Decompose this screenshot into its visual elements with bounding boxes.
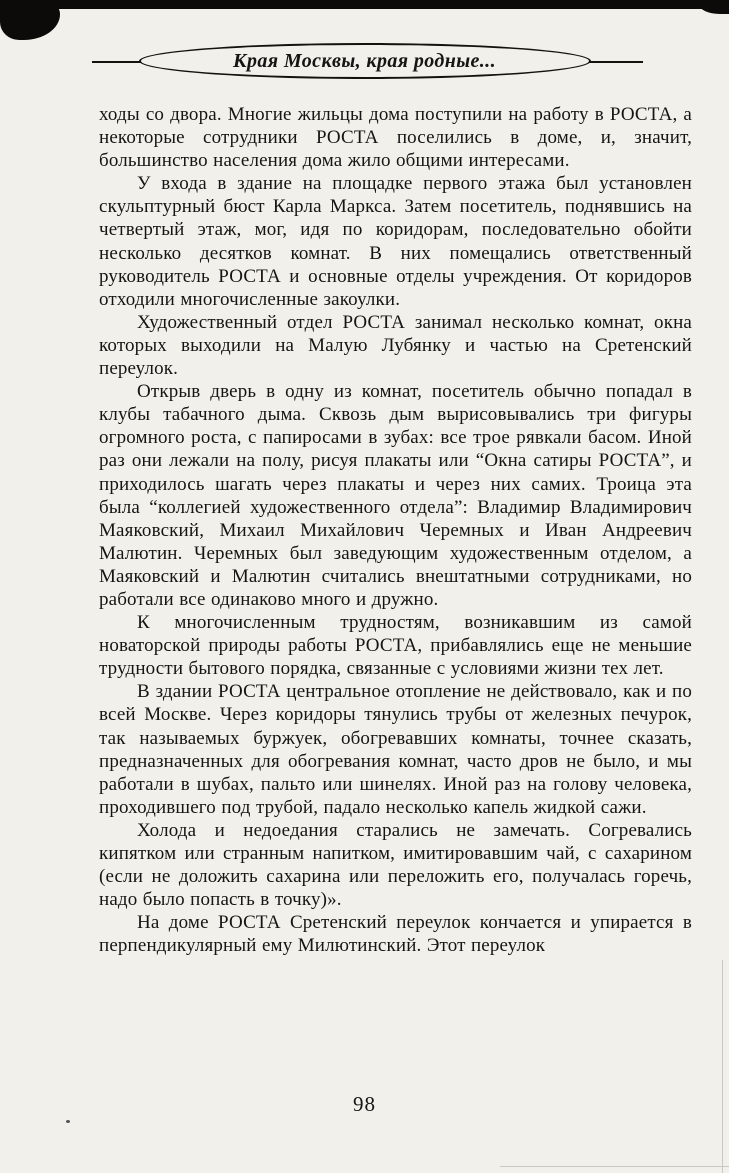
paragraph: К многочисленным трудностям, возникавшим из самой новаторской природы работы РОСТА, прибавлялись еще не меньшие трудности бытового порядка, связанные с условиями жизни тех лет. [99, 612, 692, 680]
scan-page-edge-right [722, 960, 723, 1173]
paragraph: На доме РОСТА Сретенский переулок кончается и упирается в перпендикулярный ему Милютинский. Этот переулок [99, 912, 692, 957]
paragraph: В здании РОСТА центральное отопление не действовало, как и по всей Москве. Через коридоры тянулись трубы от железных печурок, так называемых буржуек, обогревавших комнаты, точнее сказать, предназначенных для обогревания комнат, часто дров не было, и мы работали в шубах, пальто или шинелях. Иной раз на голову человека, проходившего под трубой, падало несколько капель жидкой сажи. [99, 681, 692, 818]
chapter-header [0, 42, 729, 82]
scan-artifact-corner-right [699, 0, 729, 14]
text-block [99, 103, 692, 957]
paragraph: Холода и недоедания старались не замечать. Согревались кипятком или странным напитком, имитировавшим чай, с сахарином (если не доложить сахарина или переложить его, получалась горечь, надо было попасть в точку)». [99, 819, 692, 911]
chapter-title: Края Москвы, края родные... [233, 49, 496, 72]
paragraph: ходы со двора. Многие жильцы дома поступили на работу в РОСТА, а некоторые сотрудники РОСТА поселились в доме, и, значит, большинство населения дома жило общими интересами. [99, 104, 692, 172]
scan-artifact-top-bar [0, 0, 729, 9]
paragraph: Художественный отдел РОСТА занимал несколько комнат, окна которых выходили на Малую Лубянку и частью на Сретенский переулок. [99, 311, 692, 380]
scan-artifact-speck [66, 1120, 70, 1123]
scan-artifact-corner-left [0, 4, 60, 40]
paragraph: У входа в здание на площадке первого этажа был установлен скульптурный бюст Карла Маркса. Затем посетитель, поднявшись на четвертый этаж, мог, идя по коридорам, последовательно обойти несколько десятков комнат. В них помещались ответственный руководитель РОСТА и основные отделы учреждения. От коридоров отходили многочисленные закоулки. [99, 173, 692, 310]
header-oval-ornament [139, 43, 591, 79]
paragraph: Открыв дверь в одну из комнат, посетитель обычно попадал в клубы табачного дыма. Сквозь дым вырисовывались три фигуры огромного роста, с папиросами в зубах: все трое рявкали басом. Иной раз они лежали на полу, рисуя плакаты или “Окна сатиры РОСТА”, и приходилось шагать через плакаты и через них самих. Троица эта была “коллегией художественного отдела”: Владимир Владимирович Маяковский, Михаил Михайлович Черемных и Иван Андреевич Малютин. Черемных был заведующим художественным отделом, а Маяковский и Малютин считались внештатными сотрудниками, но работали все одинаково много и дружно. [99, 381, 692, 610]
page-number: 98 [353, 1092, 376, 1116]
scan-page-edge-bottom [500, 1166, 729, 1167]
